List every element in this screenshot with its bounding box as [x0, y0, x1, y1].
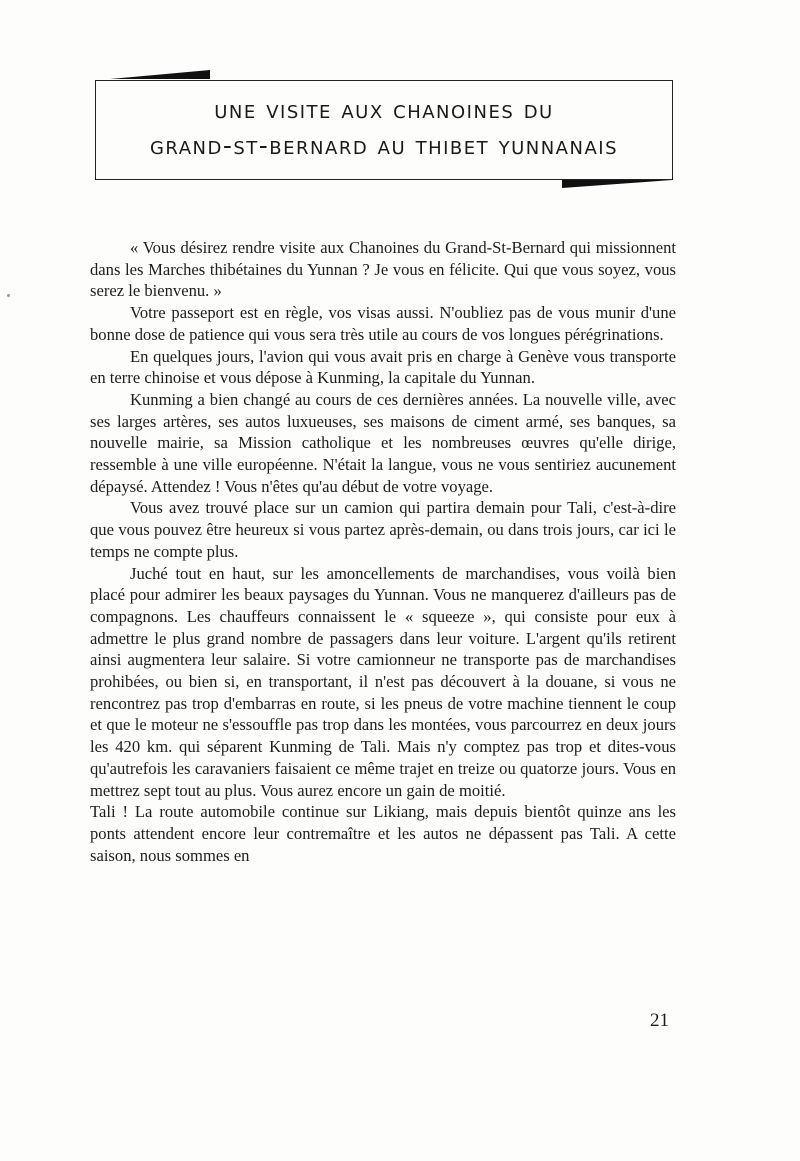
title-rule-top	[110, 70, 210, 79]
title-rule-bottom	[562, 180, 672, 188]
article-body	[90, 237, 676, 866]
paragraph-6: Juché tout en haut, sur les amoncellements de marchandises, vous voilà bien placé pour admirer les beaux paysages du Yunnan. Vous ne manquerez d'ailleurs pas de compagnons. Les chauffeurs connaissent le « squeeze », qui consiste pour eux à admettre le plus grand nombre de passagers dans leur voiture. L'argent qu'ils retirent ainsi augmentera leur salaire. Si votre camionneur ne transporte pas de marchandises prohibées, ou bien si, en transportant, il n'est pas découvert à la douane, si vous ne rencontrez pas trop d'embarras en route, si les pneus de votre machine tiennent le coup et que le moteur ne s'essouffle pas trop dans les montées, vous parcourrez en deux jours les 420 km. qui séparent Kunming de Tali. Mais n'y comptez pas trop et dites-vous qu'autrefois les caravaniers faisaient ce même trajet en treize ou quatorze jours. Vous en mettrez sept tout au plus. Vous aurez encore un gain de moitié.	[90, 563, 676, 800]
paragraph-4: Kunming a bien changé au cours de ces dernières années. La nouvelle ville, avec ses larges artères, ses autos luxueuses, ses maisons de ciment armé, ses banques, sa nouvelle mairie, sa Mission catholique et les nombreuses œuvres qu'elle dirige, ressemble à une ville européenne. N'était la langue, vous ne vous sentiriez aucunement dépaysé. Attendez ! Vous n'êtes qu'au début de votre voyage.	[90, 389, 676, 496]
page-title-line-1: une visite aux chanoines du	[214, 95, 554, 124]
paragraph-5: Vous avez trouvé place sur un camion qui partira demain pour Tali, c'est-à-dire que vous pouvez être heureux si vous partez après-demain, ou dans trois jours, car ici le temps ne compte plus.	[90, 498, 676, 561]
paragraph-3: En quelques jours, l'avion qui vous avait pris en charge à Genève vous transporte en terre chinoise et vous dépose à Kunming, la capitale du Yunnan.	[90, 346, 676, 388]
page-number: 21	[650, 1010, 669, 1031]
paragraph-7: Tali ! La route automobile continue sur Likiang, mais depuis bientôt quinze ans les ponts attendent encore leur contremaître et les autos ne dépassent pas Tali. A cette saison, nous sommes en	[90, 802, 676, 865]
margin-dot	[7, 294, 10, 297]
page-title-line-2: grand-st-bernard au thibet yunnanais	[149, 131, 618, 160]
paragraph-1: « Vous désirez rendre visite aux Chanoines du Grand-St-Bernard qui missionnent dans les Marches thibétaines du Yunnan ? Je vous en félicite. Qui que vous soyez, vous serez le bienvenu. »	[90, 238, 676, 301]
title-frame	[95, 80, 673, 180]
paragraph-2: Votre passeport est en règle, vos visas aussi. N'oubliez pas de vous munir d'une bonne dose de patience qui vous sera très utile au cours de vos longues pérégrinations.	[90, 303, 676, 344]
